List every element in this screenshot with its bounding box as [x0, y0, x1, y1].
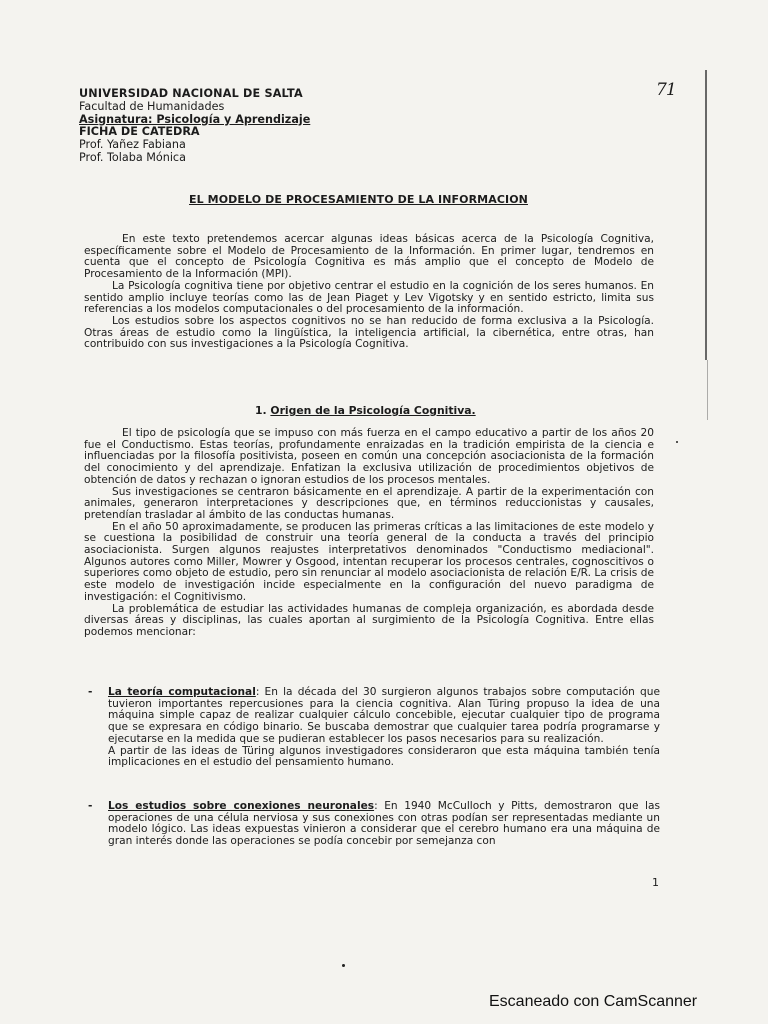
section-1-paragraph-1: El tipo de psicología que se impuso con más fuerza en el campo educativo a partir de los años 20 fue el Conductismo. Estas teorías, profundamente enraizadas en la tradición empirista de la ciencia e influenciadas por la filosofía positivista, poseen en común una concepción asociacionista de la formación del conocimiento y del aprendizaje. Enfatizan la exclusiva utilización de procedimientos objetivos de obtención de datos y rechazan o ignoran estudios de los procesos mentales. — [84, 427, 654, 486]
margin-ruling-line-faint — [707, 360, 708, 420]
scan-speck — [342, 964, 345, 967]
section-1-paragraph-4: La problemática de estudiar las actividades humanas de compleja organización, es abordada desde diversas áreas y disciplinas, las cuales aportan al surgimiento de la Psicología Cognitiva. Entre ellas podemos mencionar: — [84, 602, 654, 638]
bullet-1-text — [108, 687, 660, 746]
bullet-dash: - — [88, 686, 93, 698]
intro-section — [84, 234, 654, 351]
section-1-paragraph-3: En el año 50 aproximadamente, se producen las primeras críticas a las limitaciones de este modelo y se cuestiona la posibilidad de construir una teoría general de la conducta a través del principio asociacionista. Surgen algunos reajustes interpretativos denominados "Conductismo mediacional". Algunos autores como Miller, Mowrer y Osgood, intentan recuperar los procesos centrales, cognoscitivos o superiores como objeto de estudio, pero sin renunciar al modelo asociacionista de relación E/R. La crisis de este modelo de investigación incide especialmente en la configuración del nuevo paradigma de investigación: el Cognitivismo. — [84, 520, 654, 603]
bullet-1-body: : En la década del 30 surgieron algunos trabajos sobre computación que tuvieron importantes repercusiones para la ciencia cognitiva. Alan Türing propuso la idea de una máquina simple capaz de realizar cualquier cálculo concebible, ejecutar cualquier tipo de programa que se expresara en código binario. Se buscaba demostrar que cualquier tarea podría programarse y ejecutarse en la medida que se pudieran establecer los pasos necesarios para su realización. — [108, 686, 660, 745]
section-1-heading — [255, 404, 476, 417]
intro-paragraph-1: En este texto pretendemos acercar algunas ideas básicas acerca de la Psicología Cognitiva, específicamente sobre el Modelo de Procesamiento de la Información. En primer lugar, tendremos en cuenta que el concepto de Psicología Cognitiva es más amplio que el concepto de Modelo de Procesamiento de la Información (MPI). — [84, 233, 654, 281]
document-title: EL MODELO DE PROCESAMIENTO DE LA INFORMACION — [189, 193, 528, 206]
bullet-dash: - — [88, 800, 93, 812]
university-name: UNIVERSIDAD NACIONAL DE SALTA — [79, 87, 303, 100]
bullet-1-extra: A partir de las ideas de Türing algunos investigadores consideraron que esta máquina también tenía implicaciones en el estudio del pensamiento humano. — [108, 744, 660, 769]
bullet-2-text — [108, 801, 660, 848]
bullet-2-lead: Los estudios sobre conexiones neuronales — [108, 800, 375, 812]
camscanner-watermark: Escaneado con CamScanner — [489, 993, 698, 1010]
professor-1: Prof. Yañez Fabiana — [79, 138, 186, 152]
section-1-title: Origen de la Psicología Cognitiva. — [270, 404, 476, 417]
intro-paragraph-2: La Psicología cognitiva tiene por objetivo centrar el estudio en la cognición de los seres humanos. En sentido amplio incluye teorías como las de Jean Piaget y Lev Vigotsky y en sentido estricto, limita sus referencias a los modelos computacionales o del procesamiento de la información. — [84, 279, 654, 316]
scan-speck — [676, 441, 678, 443]
margin-ruling-line — [705, 70, 707, 360]
bullet-computational-theory — [88, 687, 660, 769]
section-1-paragraph-2: Sus investigaciones se centraron básicamente en el aprendizaje. A partir de la experimentación con animales, generaron interpretaciones y descripciones que, en términos reduccionistas y causales, pretendían trasladar al ámbito de las conductas humanas. — [84, 485, 654, 521]
document-header — [79, 88, 479, 165]
page-number: 1 — [652, 876, 659, 889]
bullet-neural-connections — [88, 801, 660, 848]
professor-2: Prof. Tolaba Mónica — [79, 150, 186, 164]
handwritten-page-number: 71 — [656, 80, 676, 100]
intro-paragraph-3: Los estudios sobre los aspectos cognitivos no se han reducido de forma exclusiva a la Psicología. Otras áreas de estudio como la lingüística, la inteligencia artificial, la cibernética, entre otras, han contribuido con sus investigaciones a la Psicología Cognitiva. — [84, 314, 654, 351]
sheet-type: FICHA DE CATEDRA — [79, 125, 200, 139]
section-1-body — [84, 428, 654, 639]
bullet-2-body: : En 1940 McCulloch y Pitts, demostraron que las operaciones de una célula nerviosa y sus conexiones con otras podían ser representadas mediante un modelo lógico. Las ideas expuestas vinieron a considerar que el cerebro humano era una máquina de gran interés donde las operaciones se podía concebir por semejanza con — [108, 800, 660, 848]
subject-name: Asignatura: Psicología y Aprendizaje — [79, 112, 311, 126]
bullet-1-lead: La teoría computacional — [108, 686, 256, 698]
section-1-number: 1. — [255, 404, 267, 417]
faculty-name: Facultad de Humanidades — [79, 99, 225, 113]
